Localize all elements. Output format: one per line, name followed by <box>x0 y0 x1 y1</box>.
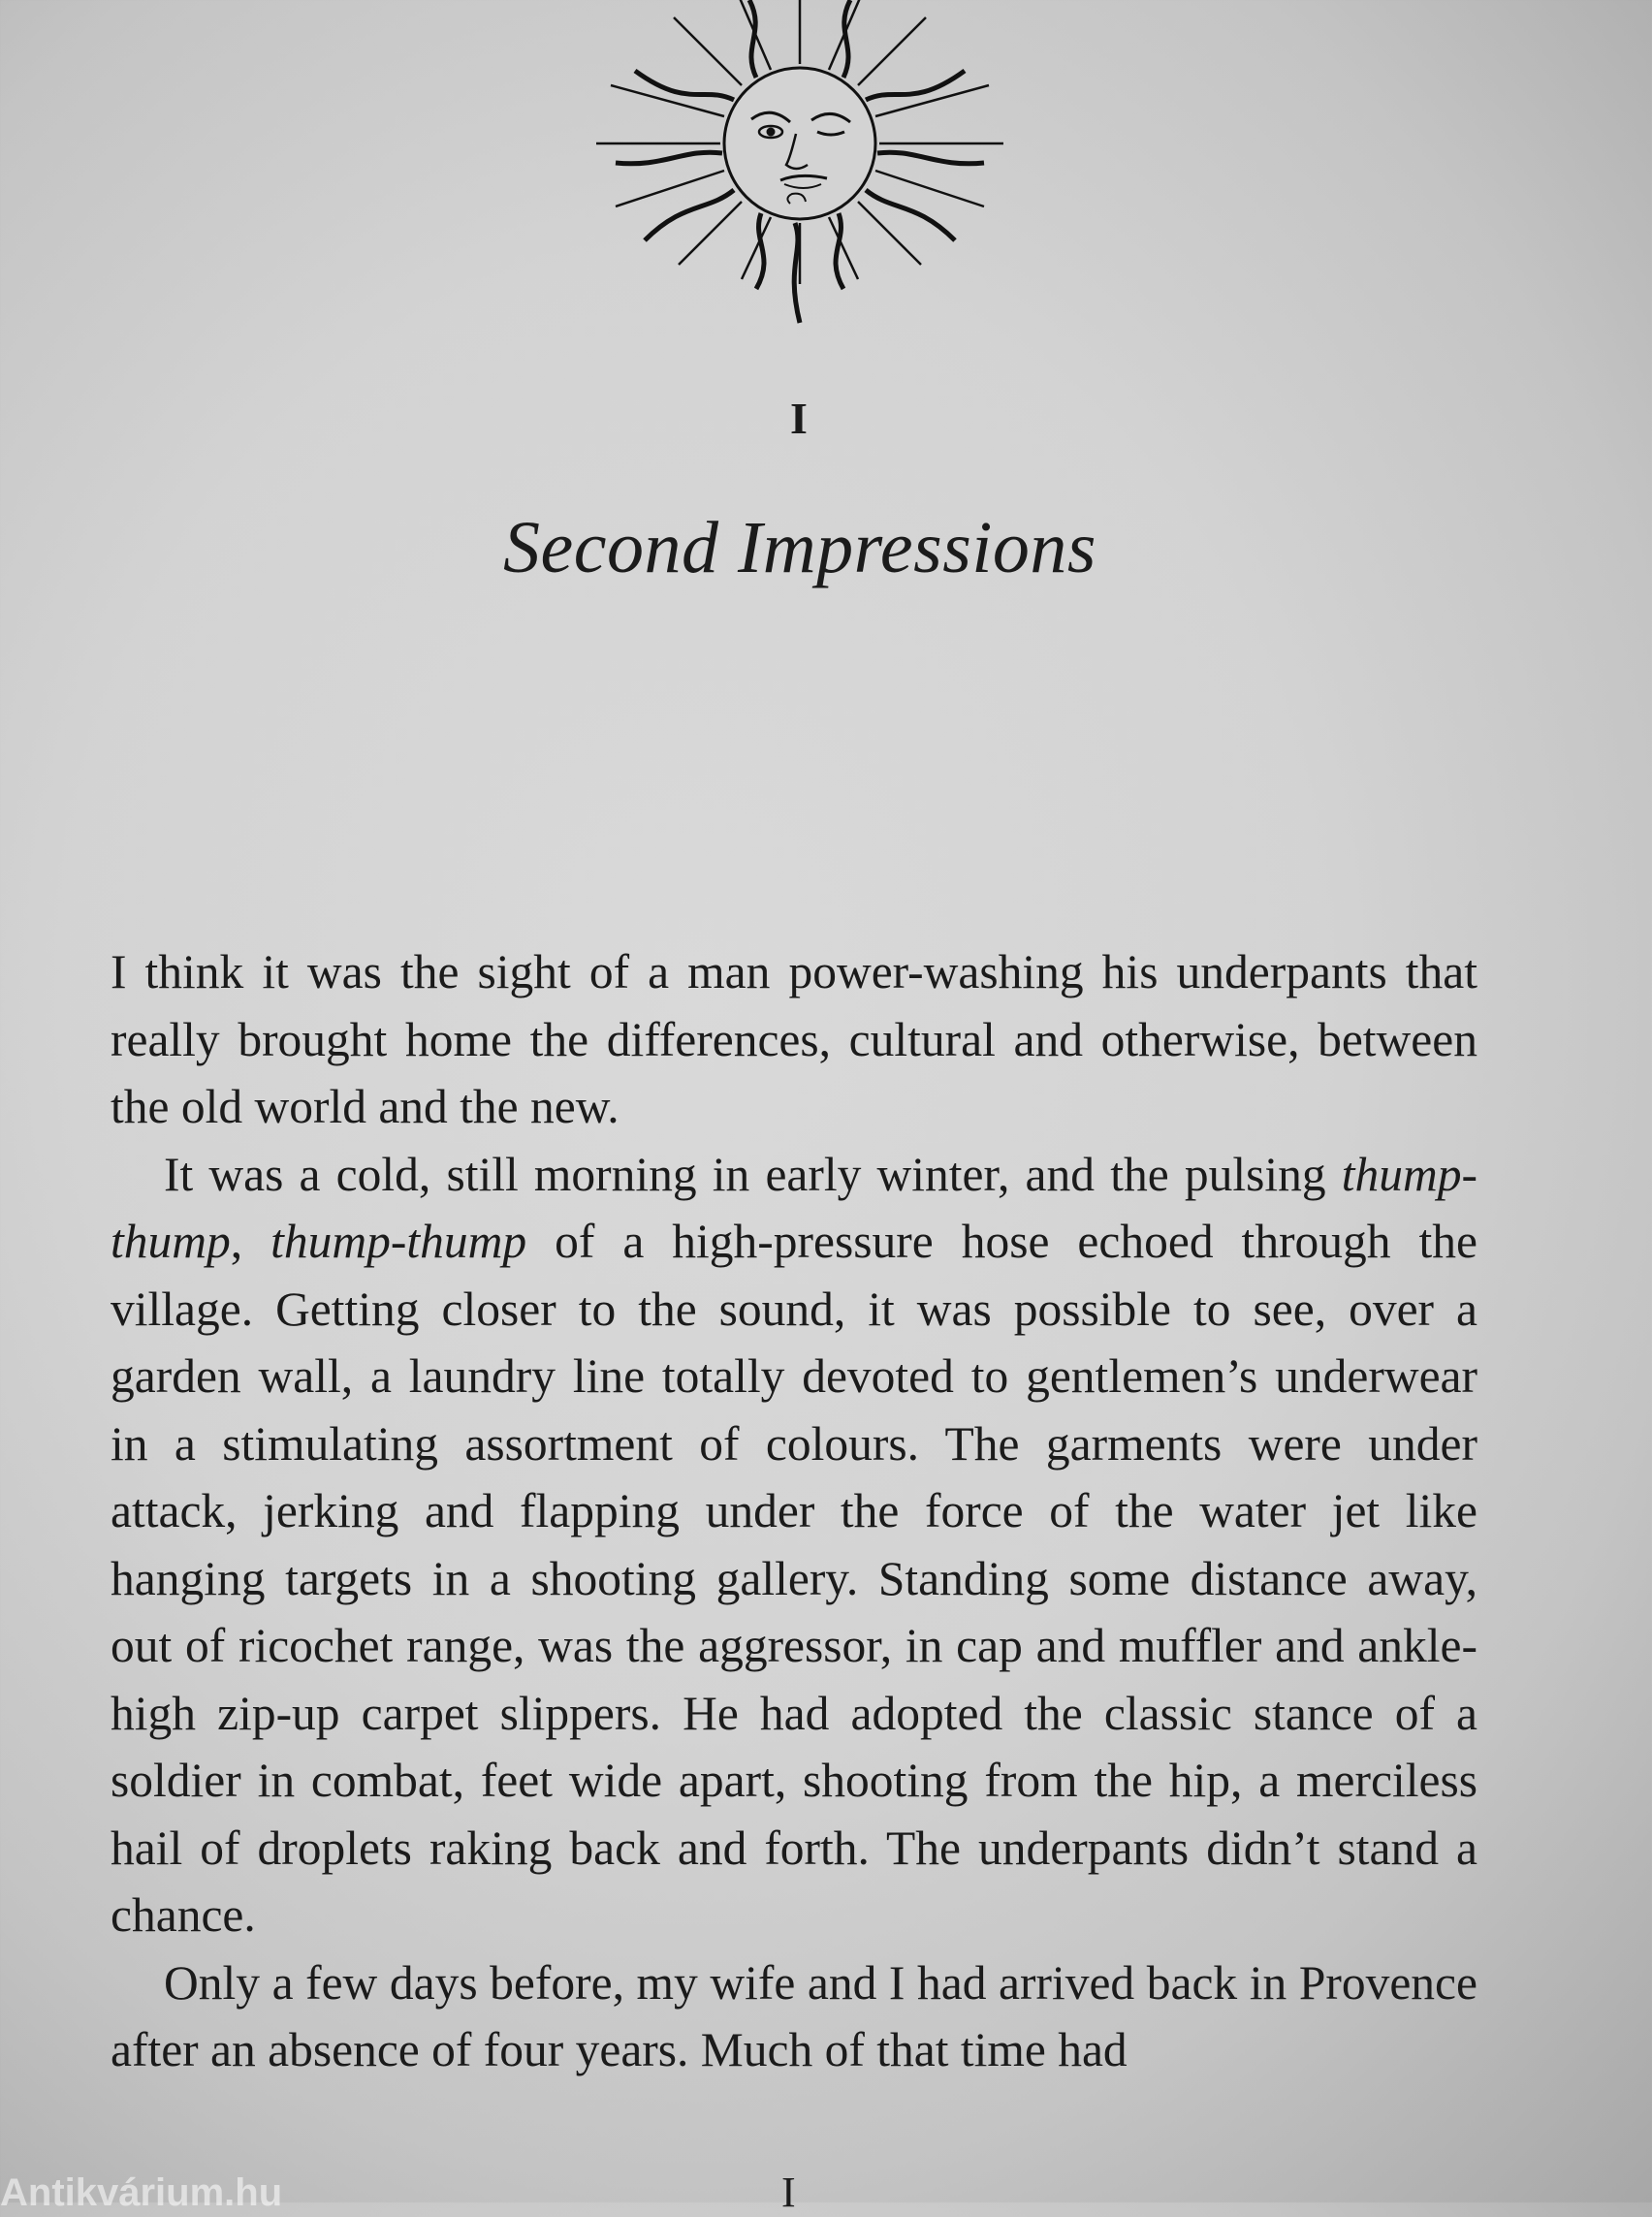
watermark: Antikvárium.hu <box>0 2171 283 2214</box>
sun-face-icon <box>591 0 1008 330</box>
paragraph-2 <box>111 1141 1477 1949</box>
paragraph-2-lead: It was a cold, still morning in early winter, and the pulsing <box>164 1147 1342 1201</box>
chapter-body <box>111 938 1477 2084</box>
italic-sound-word-1: thump-thump <box>111 1147 1477 1268</box>
paragraph-3: Only a few days before, my wife and I had arrived back in Provence after an absence of four years. Much of that time had <box>111 1955 1477 2076</box>
paragraph-2-rest: of a high-pressure hose echoed through the village. Getting closer to the sound, it was possible to see, over a garden wall, a laundry line totally devoted to gentlemen’s underwear in a stimulating assortment of colours. The garments were under attack, jerking and flapping under the force of the water jet like hanging targets in a shooting gallery. Standing some distance away, out of ricochet range, was the aggressor, in cap and muffler and ankle-high zip-up carpet slippers. He had adopted the classic stance of a soldier in combat, feet wide apart, shooting from the hip, a merciless hail of droplets raking back and forth. The underpants didn’t stand a chance. <box>111 1215 1478 1942</box>
paragraph-2-separator: , <box>230 1215 271 1268</box>
chapter-title: Second Impressions <box>503 507 1096 588</box>
chapter-number: I <box>790 394 810 443</box>
page-folio: I <box>781 2169 796 2216</box>
paragraph-1: I think it was the sight of a man power-washing his underpants that really brought home the differences, cultural and otherwise, between the old world and the new. <box>111 945 1477 1133</box>
italic-sound-word-2: thump-thump <box>270 1215 527 1268</box>
